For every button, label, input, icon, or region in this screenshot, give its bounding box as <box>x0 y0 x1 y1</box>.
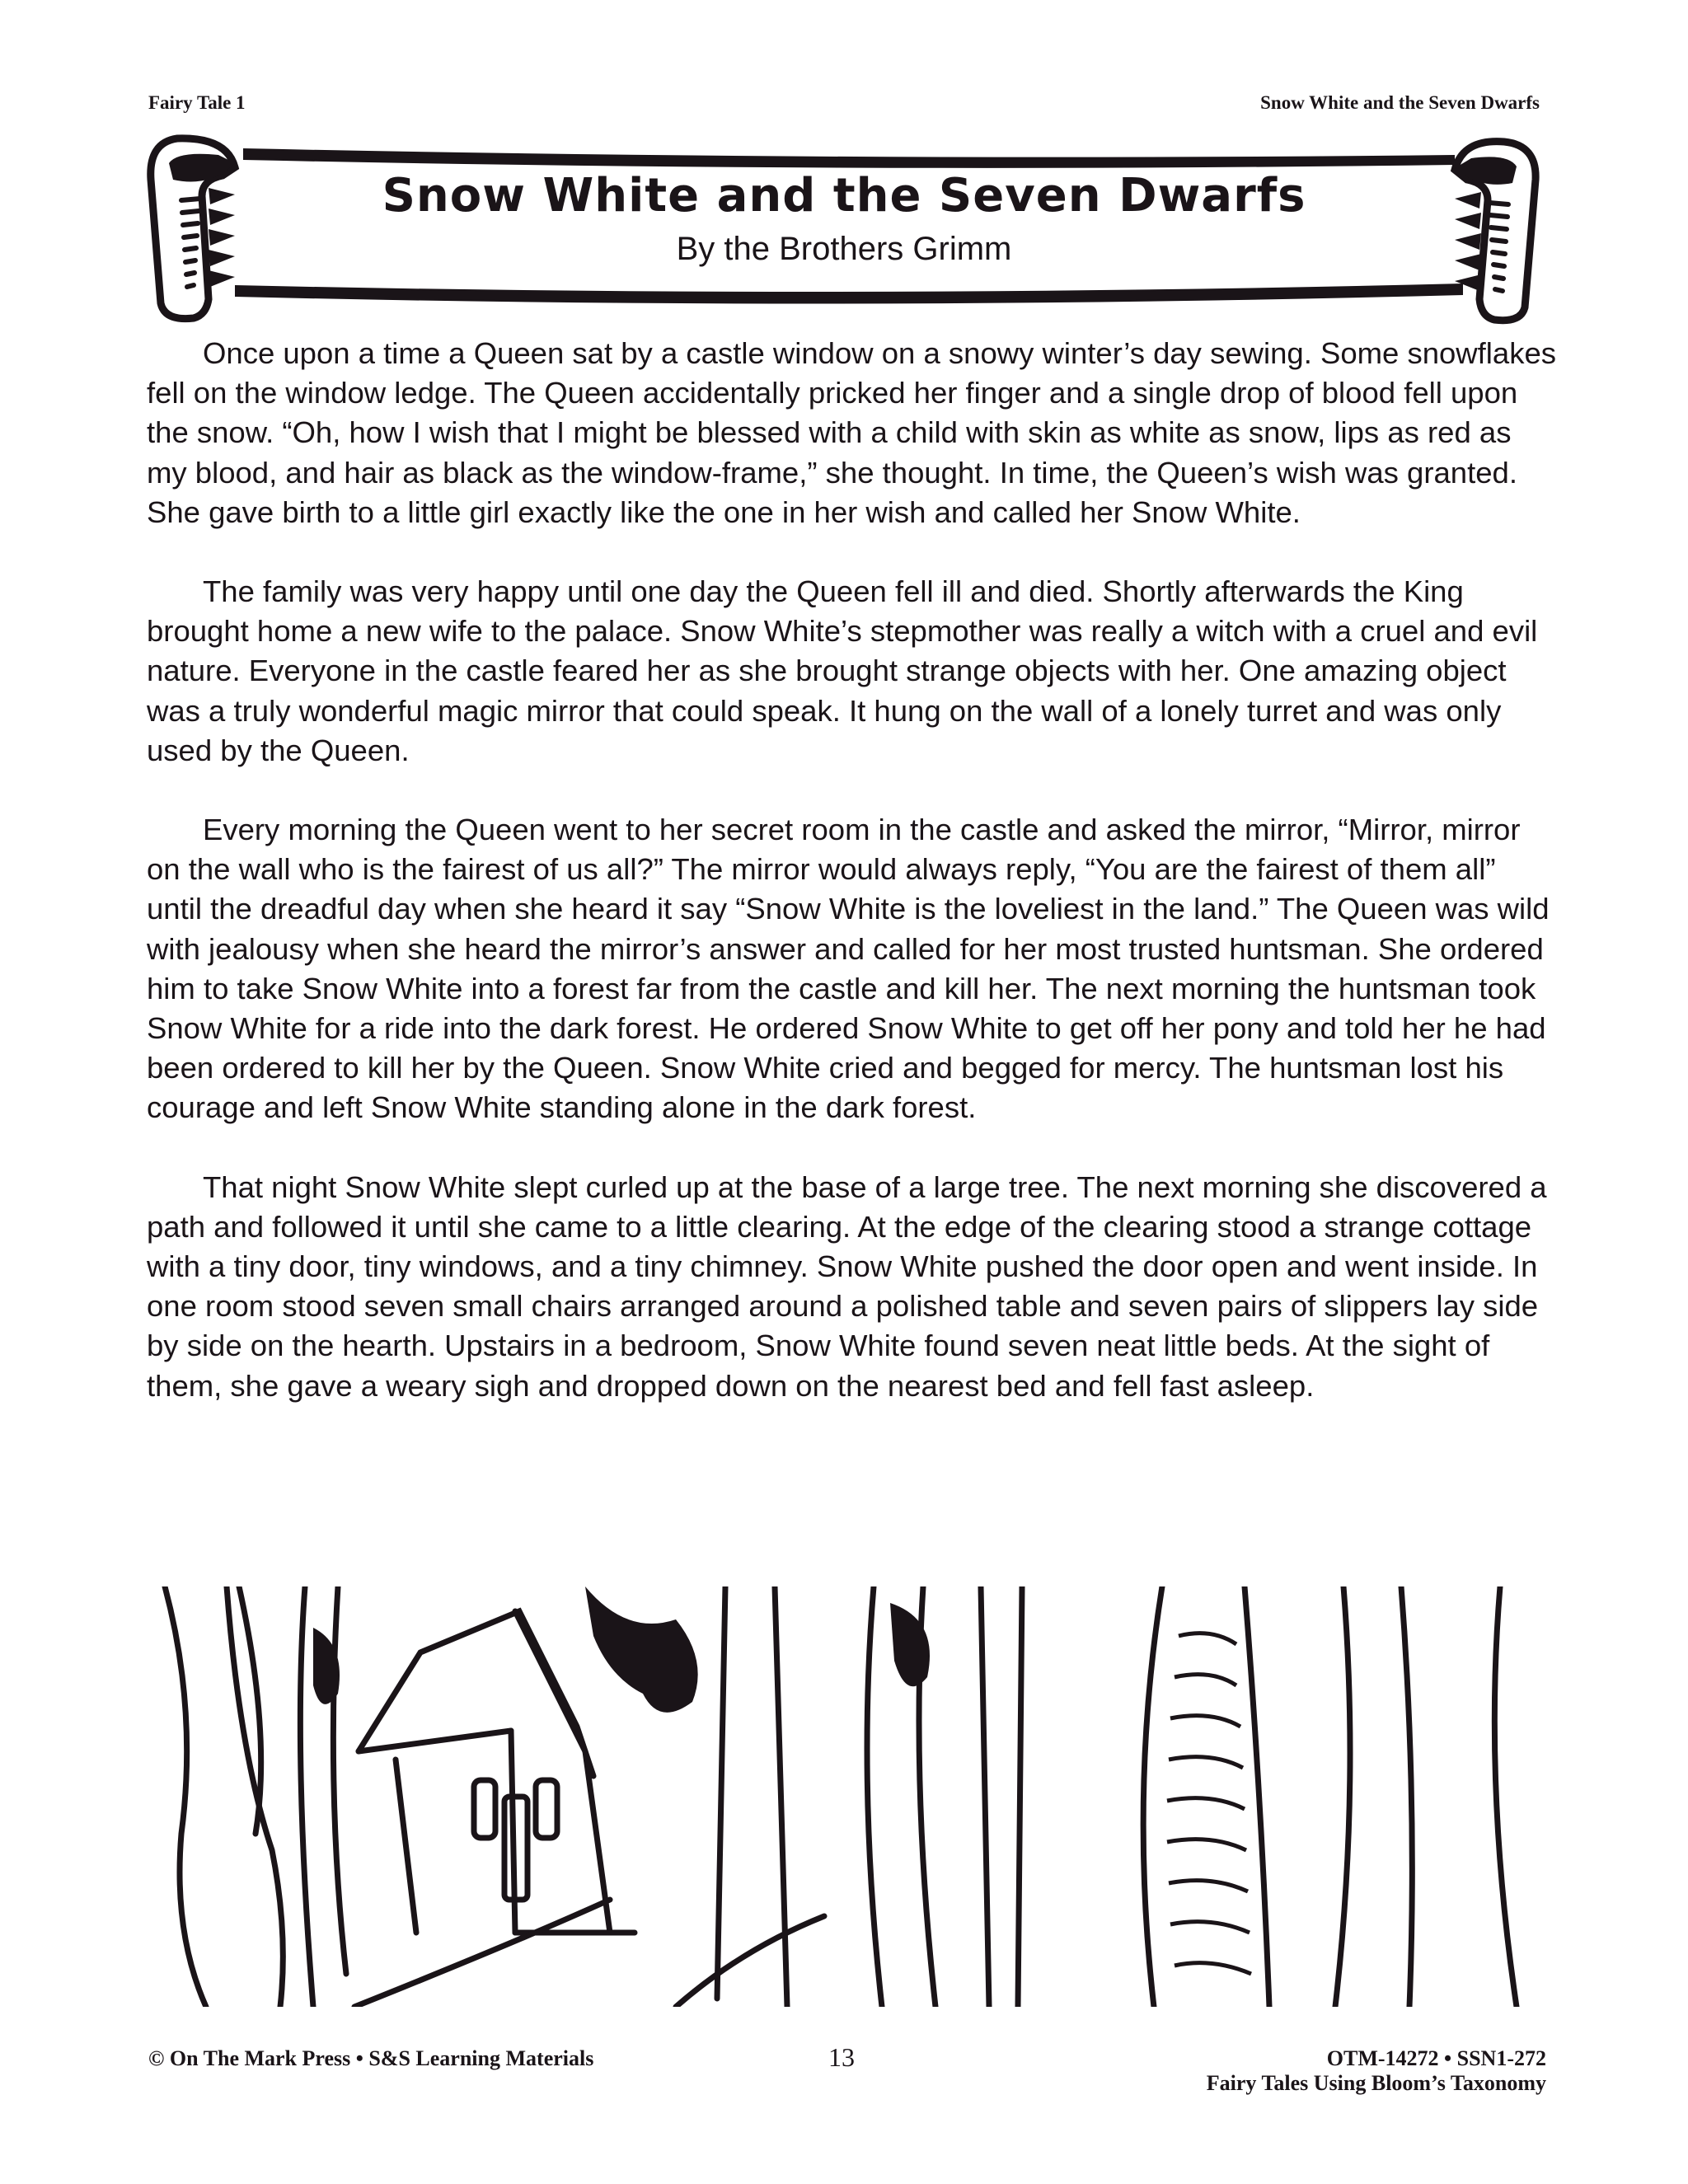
paragraph: The family was very happy until one day the Queen fell ill and died. Shortly afterwards the King brought home a new wife to the palace. Snow White’s stepmother was really a witch with a cruel and evil nature. Everyone in the castle feared her as she brought strange objects with her. One amazing object was a truly wonderful magic mirror that could speak. It hung on the wall of a lonely turret and was only used by the Queen. <box>147 574 1538 767</box>
page-number: 13 <box>828 2042 855 2072</box>
running-head-left: Fairy Tale 1 <box>148 92 246 113</box>
footer-product-info <box>1207 2046 1546 2096</box>
story-body <box>147 334 1558 1446</box>
footer-book-title: Fairy Tales Using Bloom’s Taxonomy <box>1206 2071 1546 2095</box>
title-banner <box>144 130 1545 325</box>
paragraph: Once upon a time a Queen sat by a castle window on a snowy winter’s day sewing. Some snowflakes fell on the window ledge. The Queen accidentally pricked her finger and a single drop of blood fell upon the snow. “Oh, how I wish that I might be blessed with a child with skin as white as snow, lips as red as my blood, and hair as black as the window-frame,” she thought. In time, the Queen’s wish was granted. She gave birth to a little girl exactly like the one in her wish and called her Snow White. <box>147 336 1557 529</box>
scroll-left-icon <box>144 130 268 325</box>
paragraph: Every morning the Queen went to her secret room in the castle and asked the mirror, “Mirror, mirror on the wall who is the fairest of us all?” The mirror would always reply, “You are the fairest of them all” until the dreadful day when she heard it say “Snow White is the loveliest in the land.” The Queen was wild with jealousy when she heard the mirror’s answer and called for her most trusted huntsman. She ordered him to take Snow White into a forest far from the castle and kill her. The next morning the huntsman took Snow White for a ride into the dark forest. He ordered Snow White to get off her pony and told her he had been ordered to kill her by the Queen. Snow White cried and begged for mercy. The huntsman lost his courage and left Snow White standing alone in the dark forest. <box>147 813 1550 1125</box>
author-byline: By the Brothers Grimm <box>676 231 1012 267</box>
footer-copyright: © On The Mark Press • S&S Learning Materials <box>148 2046 594 2070</box>
banner-frame <box>144 130 1545 325</box>
cottage-in-forest-illustration <box>148 1586 1550 2007</box>
scroll-right-icon <box>1430 130 1545 325</box>
page-title: Snow White and the Seven Dwarfs <box>382 169 1306 223</box>
footer-product-code: OTM-14272 • SSN1-272 <box>1326 2046 1546 2070</box>
running-head-right: Snow White and the Seven Dwarfs <box>1260 92 1540 113</box>
paragraph: That night Snow White slept curled up at the base of a large tree. The next morning she discovered a path and followed it until she came to a little clearing. At the edge of the clearing stood a strange cottage with a tiny door, tiny windows, and a tiny chimney. Snow White pushed the door open and went inside. In one room stood seven small chairs arranged around a polished table and seven pairs of slippers lay side by side on the hearth. Upstairs in a bedroom, Snow White found seven neat little beds. At the sight of them, she gave a weary sigh and dropped down on the nearest bed and fell fast asleep. <box>147 1169 1547 1403</box>
forest-cottage-icon <box>148 1586 1550 2007</box>
